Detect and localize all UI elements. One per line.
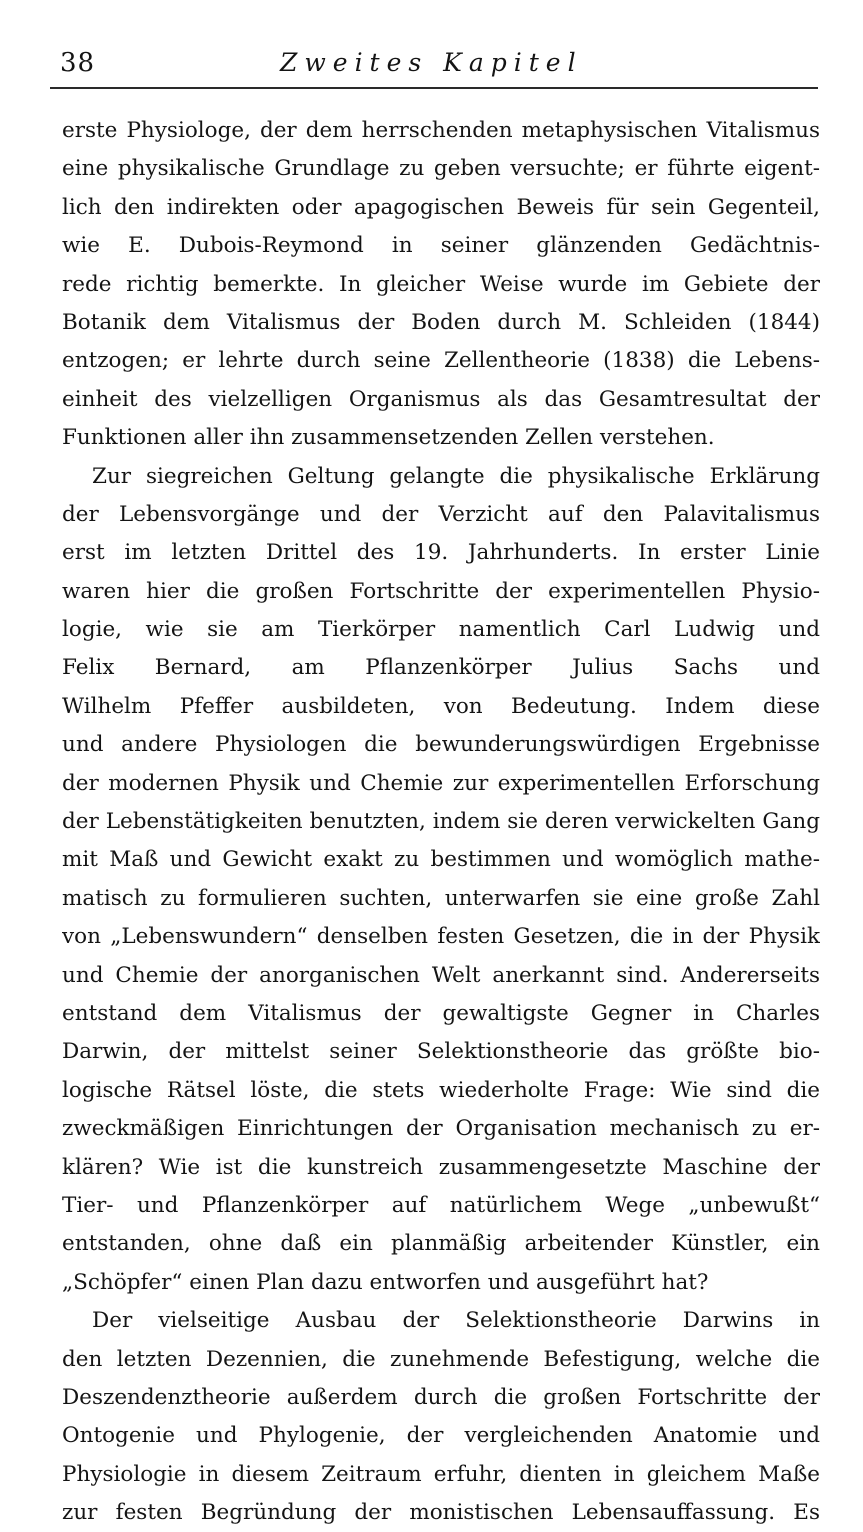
text-line: zur festen Begründung der monistischen Lebensauffassung. Es <box>62 1500 820 1526</box>
text-line: Wilhelm Pfeffer ausbildeten, von Bedeutung. Indem diese <box>62 693 820 719</box>
text-line: und andere Physiologen die bewunderungswürdigen Ergebnisse <box>62 732 820 758</box>
text-line: mit Maß und Gewicht exakt zu bestimmen und womöglich mathe- <box>62 847 820 873</box>
text-line: entstand dem Vitalismus der gewaltigste Gegner in Charles <box>62 1000 820 1026</box>
text-line: matisch zu formulieren suchten, unterwarfen sie eine große Zahl <box>62 885 820 911</box>
text-line: erst im letzten Drittel des 19. Jahrhunderts. In erster Linie <box>62 540 820 566</box>
body-text <box>62 112 820 1532</box>
text-line: der Lebensvorgänge und der Verzicht auf den Palavitalismus <box>62 501 820 527</box>
text-line: waren hier die großen Fortschritte der experimentellen Physio- <box>62 578 820 604</box>
text-line: Der vielseitige Ausbau der Selektionstheorie Darwins in <box>92 1308 820 1334</box>
text-line: einheit des vielzelligen Organismus als das Gesamtresultat der <box>62 386 820 412</box>
text-line: Funktionen aller ihn zusammensetzenden Zellen verstehen. <box>62 425 715 451</box>
text-line: entzogen; er lehrte durch seine Zellentheorie (1838) die Lebens- <box>62 348 820 374</box>
text-line: „Schöpfer“ einen Plan dazu entworfen und ausgeführt hat? <box>62 1269 709 1295</box>
text-line: klären? Wie ist die kunstreich zusammengesetzte Maschine der <box>62 1154 820 1180</box>
text-line: logie, wie sie am Tierkörper namentlich Carl Ludwig und <box>62 617 820 643</box>
text-line: entstanden, ohne daß ein planmäßig arbeitender Künstler, ein <box>62 1231 820 1257</box>
text-line: Zur siegreichen Geltung gelangte die physikalische Erklärung <box>92 463 820 489</box>
text-line: den letzten Dezennien, die zunehmende Befestigung, welche die <box>62 1346 820 1372</box>
text-line: wie E. Dubois-Reymond in seiner glänzenden Gedächtnis- <box>62 233 820 259</box>
text-line: der modernen Physik und Chemie zur experimentellen Erforschung <box>62 770 820 796</box>
page-header <box>50 40 818 88</box>
text-line: Physiologie in diesem Zeitraum erfuhr, dienten in gleichem Maße <box>62 1461 820 1487</box>
text-line: und Chemie der anorganischen Welt anerkannt sind. Andererseits <box>62 962 820 988</box>
text-line: der Lebenstätigkeiten benutzten, indem sie deren verwickelten Gang <box>62 809 820 835</box>
text-line: Deszendenztheorie außerdem durch die großen Fortschritte der <box>62 1384 820 1410</box>
text-line: Ontogenie und Phylogenie, der vergleichenden Anatomie und <box>62 1423 820 1449</box>
running-head: Zweites Kapitel <box>280 48 583 77</box>
text-line: zweckmäßigen Einrichtungen der Organisation mechanisch zu er- <box>62 1116 820 1142</box>
text-line: lich den indirekten oder apagogischen Beweis für sein Gegenteil, <box>62 194 820 220</box>
text-line: Felix Bernard, am Pflanzenkörper Julius Sachs und <box>62 655 820 681</box>
text-line: von „Lebenswundern“ denselben festen Gesetzen, die in der Physik <box>62 924 820 950</box>
page-number: 38 <box>60 48 96 78</box>
text-line: Botanik dem Vitalismus der Boden durch M. Schleiden (1844) <box>62 309 820 335</box>
text-line: Darwin, der mittelst seiner Selektionstheorie das größte bio- <box>62 1039 820 1065</box>
text-line: logische Rätsel löste, die stets wiederholte Frage: Wie sind die <box>62 1077 820 1103</box>
header-rule <box>50 87 818 89</box>
text-line: rede richtig bemerkte. In gleicher Weise wurde im Gebiete der <box>62 271 820 297</box>
text-line: erste Physiologe, der dem herrschenden metaphysischen Vitalismus <box>62 118 820 143</box>
text-line: Tier- und Pflanzenkörper auf natürlichem Wege „unbewußt“ <box>62 1192 820 1218</box>
text-line: eine physikalische Grundlage zu geben versuchte; er führte eigent- <box>62 156 820 182</box>
